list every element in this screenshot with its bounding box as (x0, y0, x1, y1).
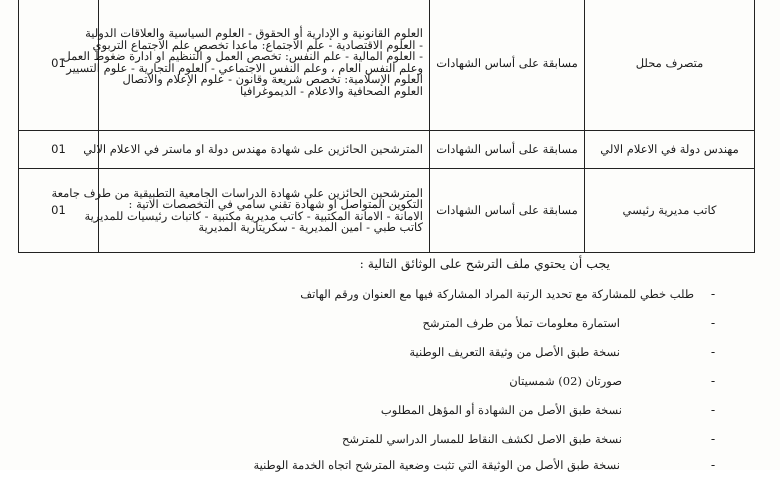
recruitment-mode-cell: مسابقة على أساس الشهادات (430, 131, 585, 169)
requirement-text: نسخة طبق الأصل من وثيقة التعريف الوطنية (409, 345, 620, 359)
recruitment-mode-cell: مسابقة على أساس الشهادات (430, 0, 585, 131)
list-item (120, 425, 720, 454)
requirement-text: نسخة طبق الاصل لكشف النقاط للمسار الدراسي للمترشح (341, 432, 622, 446)
condition-line: المترشحين الحائزين على شهادة الدراسات الجامعية التطبيقية من طرف جامعة (51, 185, 423, 200)
requirements-heading: يجب أن يحتوي ملف الترشح على الوثائق التالية : (359, 256, 610, 271)
dash-bullet: - (710, 458, 716, 472)
recruitment-mode-cell: مسابقة على أساس الشهادات (430, 169, 585, 253)
condition-line: - العلوم المالية - علم النفس: تخصص العمل و التنظيم او ادارة ضغوط العمل (62, 49, 423, 63)
requirement-text: استمارة معلومات تملأ من طرف المترشح (422, 316, 620, 330)
condition-line: التكوين المتواصل او شهادة تقني سامي في التخصصات الاتية : (128, 197, 423, 211)
dash-bullet: - (710, 374, 716, 388)
positions-table (18, 0, 755, 253)
list-item (120, 309, 720, 338)
dash-bullet: - (710, 316, 716, 330)
requirement-text: نسخة طبق الأصل من الشهادة أو المؤهل المطلوب (380, 403, 622, 417)
conditions-cell (62, 0, 430, 131)
list-item (120, 367, 720, 396)
condition-line: - العلوم الاقتصادية - علم الاجتماع: ماعدا تخصص علم الاجتماع التربوي (92, 37, 423, 52)
list-item (120, 396, 720, 425)
requirement-text: نسخة طبق الأصل من الوثيقة التي تثبت وضعية المترشح اتجاه الخدمة الوطنية (253, 458, 620, 472)
list-item (120, 280, 720, 309)
positions-count-cell: 01 (19, 0, 99, 131)
dash-bullet: - (710, 345, 716, 359)
positions-count-cell: 01 (19, 169, 99, 253)
list-item (120, 338, 720, 367)
condition-line: الامانة - الامانة المكتبية - كاتب مديرية مكتبية - كاتبات رئيسيات للمديرية (84, 208, 423, 223)
condition-line: كاتب طبي - امين المديرية - سكريتارية المديرية (198, 220, 423, 234)
conditions-cell (83, 131, 430, 169)
job-title-cell: كاتب مديرية رئيسي (585, 169, 755, 253)
condition-line: العلوم القانونية و الإدارية أو الحقوق - العلوم السياسية والعلاقات الدولية (85, 26, 423, 40)
dash-bullet: - (710, 432, 716, 446)
dash-bullet: - (710, 287, 716, 301)
job-title-cell: متصرف محلل (585, 0, 755, 131)
table-row (19, 0, 755, 131)
table-row (19, 169, 755, 253)
requirements-list (120, 280, 720, 478)
condition-line: العلوم الإسلامية: تخصص شريعة وقانون - علوم الإعلام والاتصال (122, 72, 423, 86)
list-item (120, 454, 720, 478)
dash-bullet: - (710, 403, 716, 417)
positions-count-cell: 01 (19, 131, 99, 169)
condition-line: وعلم النفس العام ، وعلم النفس الاجتماعي - العلوم التجارية - علوم التسيير (66, 60, 423, 75)
condition-line: العلوم الصحافية والاعلام - الديموغرافيا (239, 83, 423, 98)
table-row (19, 131, 755, 169)
condition-line: المترشحين الحائزين على شهادة مهندس دولة او ماستر في الاعلام الالي (83, 141, 423, 156)
job-title-cell: مهندس دولة في الاعلام الالي (585, 131, 755, 169)
requirement-text: طلب خطي للمشاركة مع تحديد الرتبة المراد المشاركة فيها مع العنوان ورقم الهاتف (300, 287, 694, 301)
requirement-text: صورتان (02) شمسيتان (509, 374, 622, 388)
